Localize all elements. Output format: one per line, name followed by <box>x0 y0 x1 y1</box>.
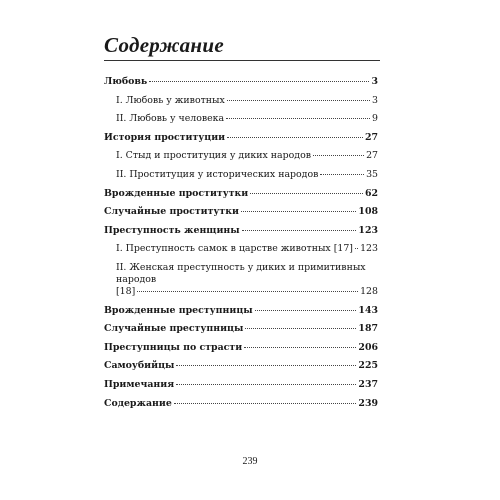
dot-leader <box>176 365 356 366</box>
toc-subentry[interactable] <box>104 95 378 107</box>
toc-entry-page: 9 <box>372 113 378 125</box>
dot-leader <box>227 100 370 101</box>
toc-entry[interactable] <box>104 305 378 317</box>
dot-leader <box>355 248 358 249</box>
toc-entry-page: 108 <box>358 206 378 218</box>
page-title: Содержание <box>104 33 224 57</box>
title-rule <box>104 60 380 61</box>
toc-entry-label: Примечания <box>104 378 175 390</box>
dot-leader <box>245 328 356 329</box>
toc-entry[interactable] <box>104 206 378 218</box>
toc-entry-label: Случайные проститутки <box>104 206 239 218</box>
toc-entry-page: 35 <box>366 168 378 180</box>
toc-entry-label: I. Любовь у животных <box>116 94 225 106</box>
toc-entry-label: Содержание <box>104 397 172 409</box>
toc-entry-page: 143 <box>358 304 378 316</box>
toc-entry-page: 62 <box>364 187 378 199</box>
toc-entry-label: Врожденные преступницы <box>104 304 253 316</box>
toc-entry-page: 225 <box>358 360 378 372</box>
dot-leader <box>149 81 369 82</box>
dot-leader <box>227 137 363 138</box>
toc-entry-label: II. Женская преступность у диких и примитивных народов <box>116 261 366 285</box>
toc-subentry[interactable] <box>104 150 378 162</box>
toc-entry-page: 123 <box>358 224 378 236</box>
dot-leader <box>244 347 356 348</box>
toc-entry-label: Преступницы по страсти <box>104 341 243 353</box>
toc-entry[interactable] <box>104 360 378 372</box>
dot-leader <box>174 403 357 404</box>
dot-leader <box>250 193 363 194</box>
toc-entry-page: 123 <box>360 243 378 255</box>
toc-entry-page: 3 <box>371 76 378 87</box>
toc-entry-page: 27 <box>366 150 378 162</box>
dot-leader <box>226 118 370 119</box>
toc-entry-label: I. Преступность самок в царстве животных [17] <box>116 243 353 255</box>
toc-subentry[interactable] <box>104 169 378 181</box>
toc-entry[interactable] <box>104 76 378 88</box>
toc-entry[interactable] <box>104 225 378 237</box>
toc-entry[interactable] <box>104 398 378 410</box>
toc-entry-label: История проституции <box>104 131 226 143</box>
toc-entry-label: Самоубийцы <box>104 360 175 372</box>
dot-leader <box>242 230 357 231</box>
toc-entry-label-cont: [18] <box>116 285 136 297</box>
toc-entry-page: 27 <box>364 131 378 143</box>
toc-entry-page: 128 <box>360 285 378 297</box>
toc-subentry[interactable] <box>104 262 378 298</box>
toc-subentry[interactable] <box>104 243 378 255</box>
toc-entry-page: 239 <box>358 397 378 409</box>
toc-entry[interactable] <box>104 342 378 354</box>
table-of-contents <box>104 76 378 416</box>
toc-entry-label: Случайные преступницы <box>104 323 244 335</box>
toc-entry-label: Любовь <box>104 76 148 87</box>
toc-entry[interactable] <box>104 132 378 144</box>
toc-entry-label: I. Стыд и проституция у диких народов <box>116 150 311 162</box>
dot-leader <box>176 384 356 385</box>
toc-subentry[interactable] <box>104 113 378 125</box>
page-number: 239 <box>242 456 258 467</box>
dot-leader <box>255 310 357 311</box>
toc-entry-page: 237 <box>358 378 378 390</box>
toc-entry-label: II. Любовь у человека <box>116 113 225 125</box>
toc-entry-label: Врожденные проститутки <box>104 187 249 199</box>
toc-entry-label: Преступность женщины <box>104 224 240 236</box>
toc-entry-continuation <box>116 286 378 298</box>
toc-entry-label: II. Проституция у исторических народов <box>116 168 319 180</box>
dot-leader <box>320 174 364 175</box>
toc-entry-page: 187 <box>358 323 378 335</box>
toc-entry-page: 206 <box>358 341 378 353</box>
dot-leader <box>241 211 356 212</box>
dot-leader <box>313 155 364 156</box>
toc-entry[interactable] <box>104 379 378 391</box>
toc-entry[interactable] <box>104 188 378 200</box>
dot-leader <box>137 291 358 292</box>
toc-entry[interactable] <box>104 323 378 335</box>
toc-entry-page: 3 <box>372 94 378 106</box>
